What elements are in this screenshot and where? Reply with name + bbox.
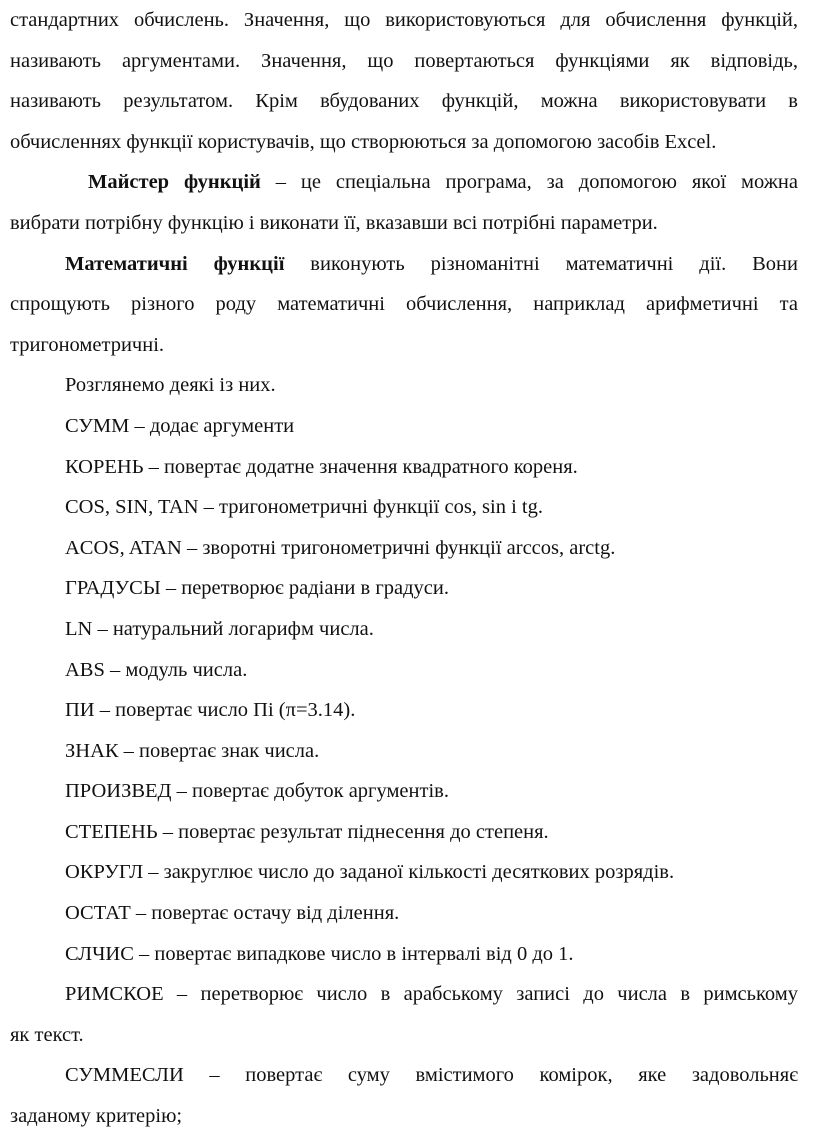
function-item: ГРАДУСЫ – перетворює радіани в градуси. xyxy=(65,577,449,600)
consider-line: Розглянемо деякі із них. xyxy=(65,374,276,397)
function-item: COS, SIN, TAN – тригонометричні функції cos, sin і tg. xyxy=(65,496,543,519)
function-wizard-line xyxy=(10,162,798,203)
function-wizard-paragraph xyxy=(10,162,798,243)
function-item: КОРЕНЬ – повертає додатне значення квадратного кореня. xyxy=(65,455,578,478)
function-item: ПИ – повертає число Пі (π=3.14). xyxy=(65,699,356,722)
math-functions-definition: виконують різноманітні математичні дії. Вони xyxy=(284,252,798,275)
intro-paragraph xyxy=(10,0,798,162)
function-item: ОКРУГЛ – закруглює число до заданої кількості десяткових розрядів. xyxy=(65,861,675,884)
math-functions-term: Математичні функції xyxy=(65,252,285,275)
sumif-line: СУММЕСЛИ – повертає суму вмістимого комірок, яке задовольняє xyxy=(65,1064,798,1087)
function-wizard-definition: – це спеціальна програма, за допомогою якої можна xyxy=(260,171,798,194)
sumif-paragraph xyxy=(10,1055,798,1136)
roman-paragraph xyxy=(10,974,798,1055)
intro-line: стандартних обчислень. Значення, що використовуються для обчислення функцій, xyxy=(10,9,798,31)
roman-line: РИМСКОЕ – перетворює число в арабському записі до числа в римському xyxy=(65,983,798,1006)
math-functions-line: спрощують різного роду математичні обчислення, наприклад арифметичні та xyxy=(10,293,798,316)
function-item: СЛЧИС – повертає випадкове число в інтервалі від 0 до 1. xyxy=(65,942,574,965)
function-item: СТЕПЕНЬ – повертає результат піднесення до степеня. xyxy=(65,820,549,843)
function-list xyxy=(10,406,798,974)
function-item: ЗНАК – повертає знак числа. xyxy=(65,739,320,762)
function-wizard-term: Майстер функцій xyxy=(88,171,261,194)
intro-line: називають результатом. Крім вбудованих функцій, можна використовувати в xyxy=(10,90,798,113)
math-functions-paragraph xyxy=(10,244,798,366)
intro-line: обчисленнях функції користувачів, що створюються за допомогою засобів Excel. xyxy=(10,130,717,153)
sumif-line: заданому критерію; xyxy=(10,1105,183,1128)
math-functions-line xyxy=(10,244,798,285)
math-functions-line: тригонометричні. xyxy=(10,333,165,356)
function-item: СУММ – додає аргументи xyxy=(65,414,295,437)
roman-line: як текст. xyxy=(10,1023,84,1046)
function-wizard-line: вибрати потрібну функцію і виконати її, вказавши всі потрібні параметри. xyxy=(10,211,658,234)
function-item: ОСТАТ – повертає остачу від ділення. xyxy=(65,902,400,925)
function-item: LN – натуральний логарифм числа. xyxy=(65,617,374,640)
function-item: ACOS, ATAN – зворотні тригонометричні функції arccos, arctg. xyxy=(65,536,616,559)
function-item: ПРОИЗВЕД – повертає добуток аргументів. xyxy=(65,780,449,803)
intro-line: називають аргументами. Значення, що повертаються функціями як відповідь, xyxy=(10,49,798,72)
function-item: ABS – модуль числа. xyxy=(65,658,248,681)
